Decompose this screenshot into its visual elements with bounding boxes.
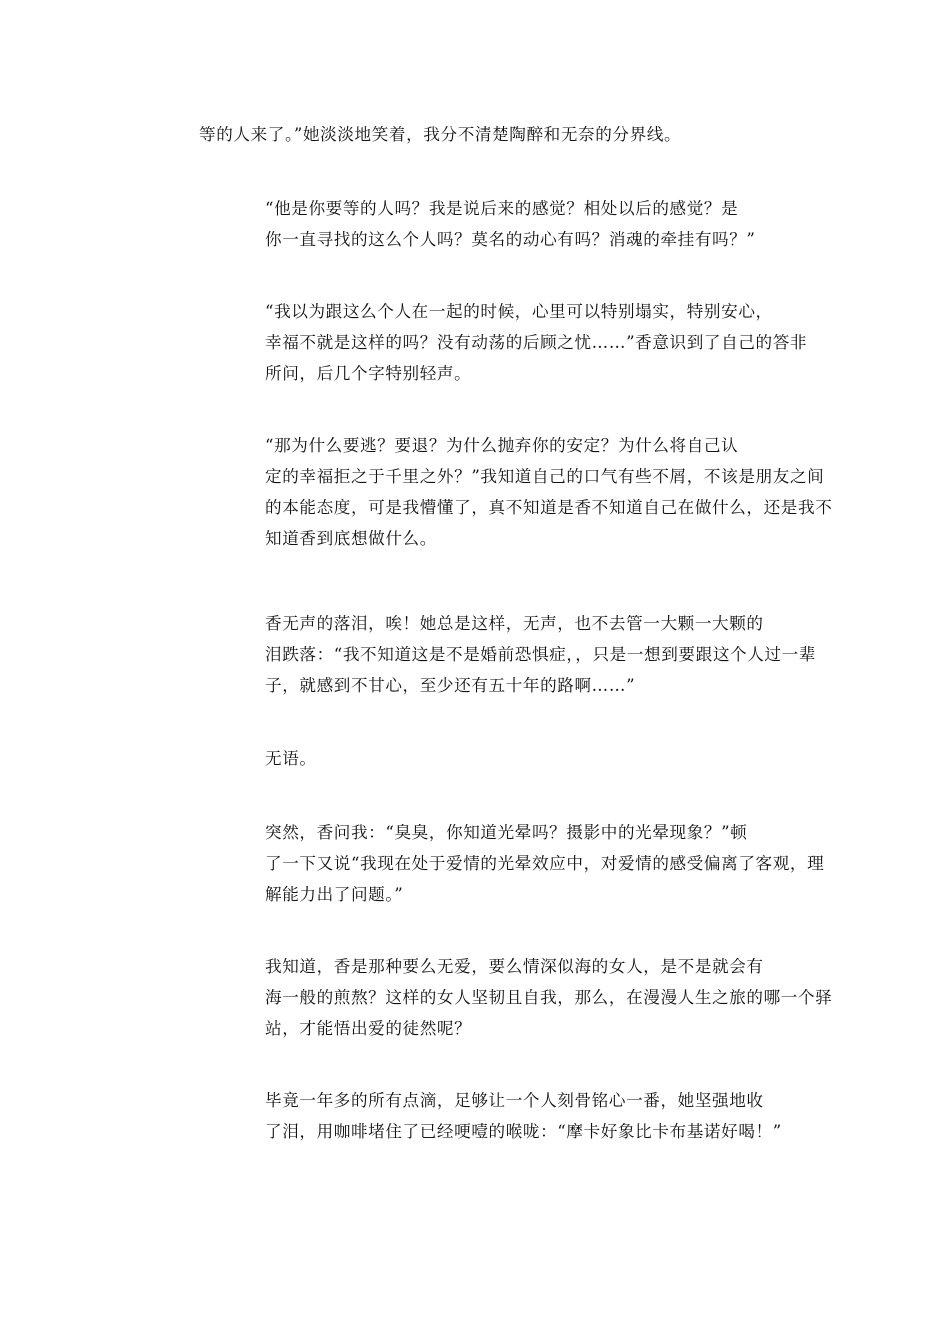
text-line: 的本能态度，可是我懵懂了，真不知道是香不知道自己在做什么，还是我不	[265, 498, 833, 517]
paragraph-3	[199, 296, 808, 389]
text-line: 知道香到底想做什么。	[265, 529, 437, 548]
text-line: 幸福不就是这样的吗？没有动荡的后顾之忧……”香意识到了自己的答非	[265, 333, 808, 352]
text-line: 泪跌落：“我不知道这是不是婚前恐惧症，，只是一想到要跟这个人过一辈	[265, 645, 816, 664]
paragraph-7	[199, 817, 825, 910]
paragraph-2	[199, 193, 756, 255]
paragraph-4	[199, 430, 833, 554]
text-line: 毕竟一年多的所有点滴，足够让一个人刻骨铭心一番，她坚强地收	[265, 1091, 764, 1110]
text-line: 了一下又说“我现在处于爱情的光晕效应中，对爱情的感受偏离了客观，理	[265, 854, 825, 873]
text-line: 定的幸福拒之于千里之外？”我知道自己的口气有些不屑，不该是朋友之间	[265, 467, 825, 486]
text-line: “他是你要等的人吗？我是说后来的感觉？相处以后的感觉？是	[265, 199, 739, 218]
text-line: “那为什么要逃？要退？为什么抛弃你的安定？为什么将自己认	[265, 436, 739, 455]
text-line: 等的人来了。”她淡淡地笑着，我分不清楚陶醉和无奈的分界线。	[199, 125, 682, 144]
text-line: 香无声的落泪，唉！她总是这样，无声，也不去管一大颗一大颗的	[265, 614, 764, 633]
paragraph-8	[199, 951, 833, 1044]
text-line: 子，就感到不甘心，至少还有五十年的路啊……”	[265, 676, 636, 695]
paragraph-5	[199, 608, 816, 701]
text-line: 无语。	[265, 749, 317, 768]
text-line: 你一直寻找的这么个人吗？莫名的动心有吗？消魂的牵挂有吗？”	[265, 230, 756, 249]
paragraph-9	[199, 1085, 782, 1147]
text-line: 所问，后几个字特别轻声。	[265, 364, 472, 383]
text-line: “我以为跟这么个人在一起的时候，心里可以特别塌实，特别安心，	[265, 302, 773, 321]
text-line: 海一般的煎熬？这样的女人坚韧且自我，那么，在漫漫人生之旅的哪一个驿	[265, 988, 833, 1007]
paragraph-6	[199, 743, 751, 774]
paragraph-1	[199, 119, 751, 150]
text-line: 解能力出了问题。”	[265, 885, 404, 904]
text-line: 站，才能悟出爱的徒然呢？	[265, 1019, 472, 1038]
text-line: 了泪，用咖啡堵住了已经哽噎的喉咙：“摩卡好象比卡布基诺好喝！”	[265, 1122, 782, 1141]
text-line: 我知道，香是那种要么无爱，要么情深似海的女人，是不是就会有	[265, 957, 764, 976]
text-line: 突然，香问我：“臭臭，你知道光晕吗？摄影中的光晕现象？”顿	[265, 823, 748, 842]
